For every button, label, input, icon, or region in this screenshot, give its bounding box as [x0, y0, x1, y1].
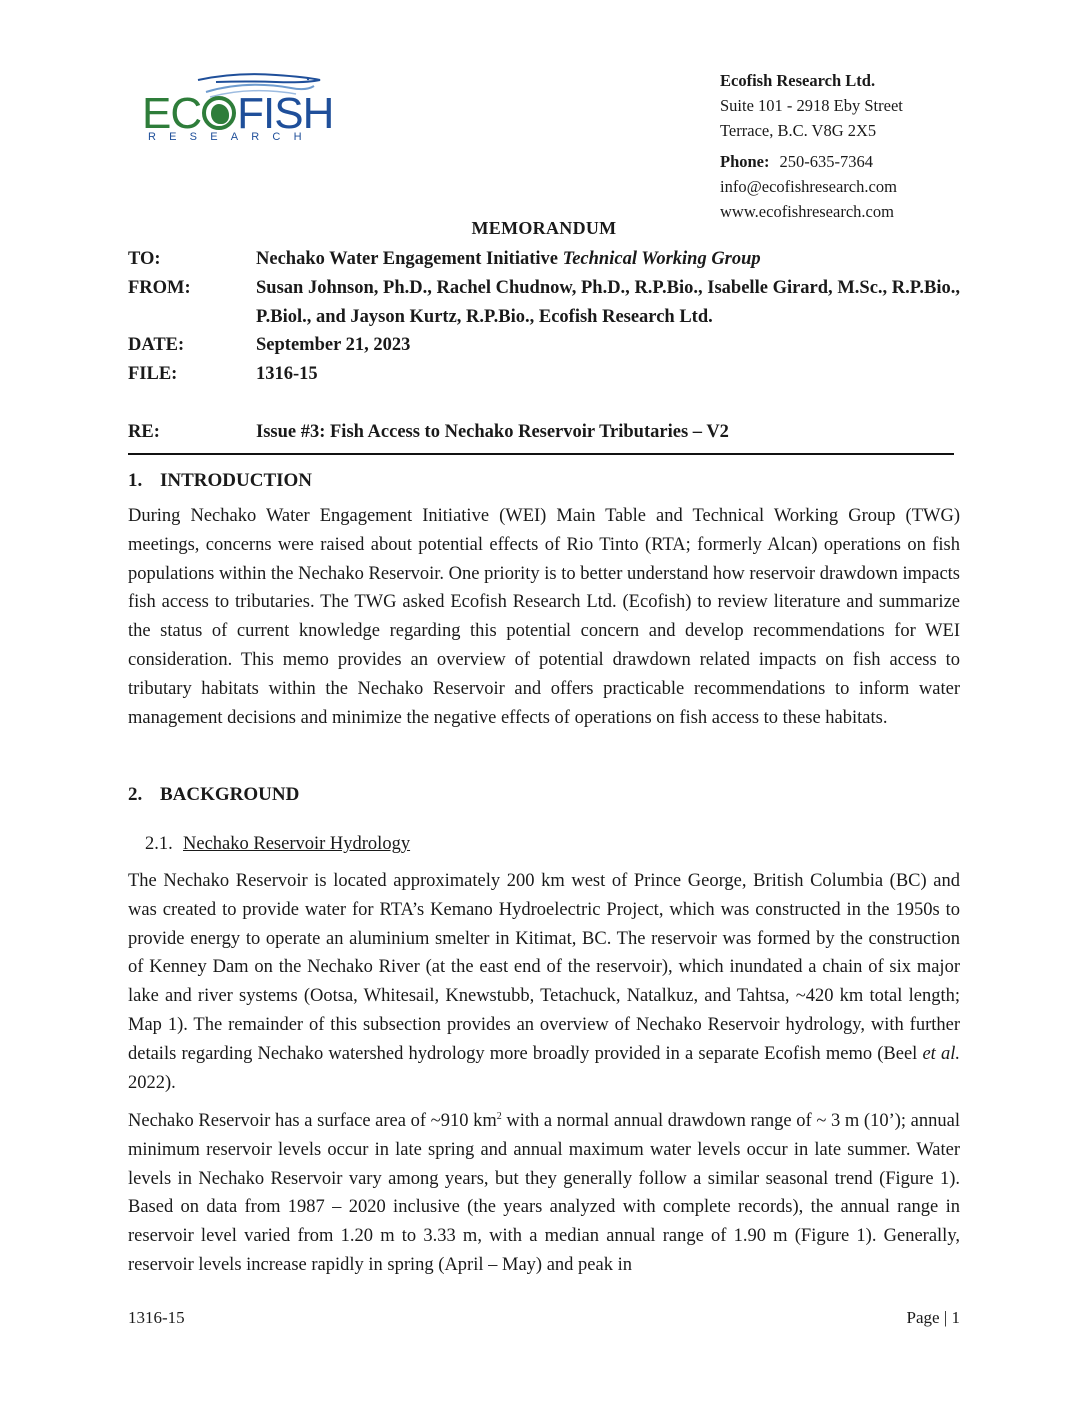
memo-from-row	[128, 274, 960, 332]
footer-page-number: Page | 1	[906, 1308, 960, 1327]
from-label: FROM:	[128, 278, 191, 298]
date-value: September 21, 2023	[256, 335, 411, 355]
address-line-1: Suite 101 - 2918 Eby Street	[720, 96, 903, 115]
to-label: TO:	[128, 249, 161, 269]
footer-file-number: 1316-15	[128, 1308, 185, 1327]
intro-paragraph: During Nechako Water Engagement Initiative (WEI) Main Table and Technical Working Group (TWG) meetings, concerns were raised about potential effects of Rio Tinto (RTA; formerly Alcan) operations on fish populations within the Nechako Reservoir. One priority is to better understand how reservoir drawdown impacts fish access to tributaries. The TWG asked Ecofish Research Ltd. (Ecofish) to review literature and summarize the status of current knowledge regarding this potential concern and develop recommendations for WEI consideration. This memo provides an overview of potential drawdown related impacts on fish access to tributary habitats within the Nechako Reservoir and offers practicable recommendations to inform water management decisions and minimize the negative effects of operations on fish access to these habitats.	[128, 506, 960, 728]
section-2-1-heading: 2.1. Nechako Reservoir Hydrology	[145, 834, 411, 854]
memo-date-row	[128, 331, 960, 360]
phone-label: Phone:	[720, 152, 770, 171]
from-value: Susan Johnson, Ph.D., Rachel Chudnow, Ph.D., R.P.Bio., Isabelle Girard, M.Sc., R.P.Bio., P.Biol., and Jayson Kurtz, R.P.Bio., Ecofish Research Ltd.	[256, 278, 960, 327]
to-value: Nechako Water Engagement Initiative Technical Working Group	[256, 249, 761, 269]
file-value: 1316-15	[256, 364, 318, 384]
re-label: RE:	[128, 422, 160, 442]
memo-title: MEMORANDUM	[471, 218, 617, 238]
header-divider	[128, 453, 954, 455]
memo-to-row	[128, 245, 960, 274]
phone-line	[720, 149, 903, 174]
company-name: Ecofish Research Ltd.	[720, 71, 876, 90]
logo-eco-text: EC	[142, 89, 202, 138]
file-label: FILE:	[128, 364, 178, 384]
re-value: Issue #3: Fish Access to Nechako Reservoir Tributaries – V2	[256, 422, 729, 442]
memo-file-row	[128, 360, 960, 389]
hydrology-paragraph-1: The Nechako Reservoir is located approximately 200 km west of Prince George, British Columbia (BC) and was created to provide water for RTA’s Kemano Hydroelectric Project, which was constructed in the 1950s to provide energy to operate an aluminium smelter in Kitimat, BC. The reservoir was formed by the construction of Kenney Dam on the Nechako River (at the east end of the reservoir), which inundated a chain of six major lake and river systems (Ootsa, Whitesail, Knewstubb, Tetachuck, Natalkuz, and Tahtsa, ~420 km total length; Map 1). The remainder of this subsection provides an overview of Nechako Reservoir hydrology, with further details regarding Nechako watershed hydrology more broadly provided in a separate Ecofish memo (Beel et al. 2022).	[128, 871, 960, 1093]
section-1-heading: 1. INTRODUCTION	[128, 470, 313, 491]
company-address-block	[720, 68, 903, 224]
tree-globe-icon	[202, 96, 236, 130]
logo-subtitle: RESEARCH	[148, 131, 315, 143]
website-link[interactable]: www.ecofishresearch.com	[720, 202, 894, 221]
section-2-heading: 2. BACKGROUND	[128, 784, 300, 805]
hydrology-paragraph-2: Nechako Reservoir has a surface area of ~910 $km^2$ with a normal annual drawdown range of ~ 3 m (10’); annual minimum reservoir levels occur in late spring and annual maximum water levels occur in late summer. Water levels in Nechako Reservoir vary among years, but they generally follow a similar seasonal trend (Figure 1). Based on data from 1987 – 2020 inclusive (the years analyzed with complete records), the annual range in reservoir level varied from 1.20 m to 3.33 m, with a median annual range of 1.90 m (Figure 1). Generally, reservoir levels increase rapidly in spring (April – May) and peak in	[128, 1110, 960, 1275]
email-link[interactable]: info@ecofishresearch.com	[720, 177, 897, 196]
ecofish-logo	[142, 68, 334, 146]
date-label: DATE:	[128, 335, 185, 355]
phone-number: 250-635-7364	[779, 152, 873, 171]
memo-re-row	[128, 418, 960, 447]
logo-fish-text: FISH	[237, 89, 334, 138]
address-line-2: Terrace, B.C. V8G 2X5	[720, 121, 877, 140]
to-value-italic: Technical Working Group	[562, 249, 761, 269]
